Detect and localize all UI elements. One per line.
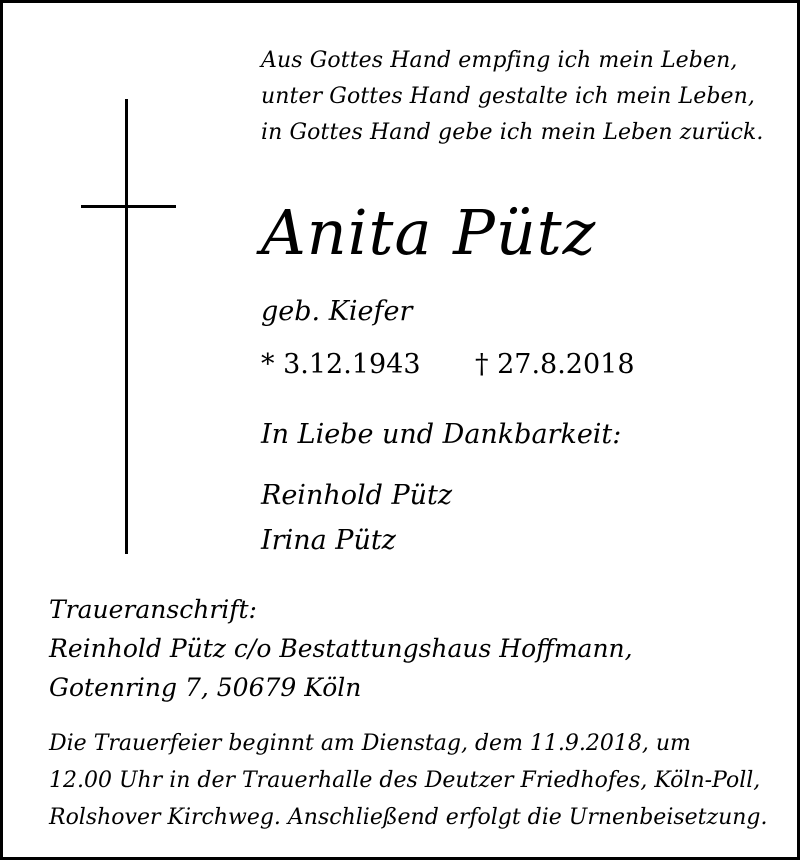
ceremony-line: Rolshover Kirchweg. Anschließend erfolgt die Urnenbeisetzung. — [49, 805, 768, 830]
ceremony-line: 12.00 Uhr in der Trauerhalle des Deutzer Friedhofes, Köln-Poll, — [49, 768, 761, 793]
cross-horizontal-bar — [81, 205, 176, 208]
birth-name: geb. Kiefer — [261, 296, 413, 327]
address-heading: Traueranschrift: — [49, 595, 257, 624]
motto-line: unter Gottes Hand gestalte ich mein Leben, — [261, 84, 755, 109]
motto-line: in Gottes Hand gebe ich mein Leben zurück. — [261, 120, 764, 145]
mourner-name: Reinhold Pütz — [261, 480, 453, 511]
cross-vertical-bar — [125, 99, 128, 554]
dedication-text: In Liebe und Dankbarkeit: — [261, 419, 622, 450]
ceremony-line: Die Trauerfeier beginnt am Dienstag, dem 11.9.2018, um — [49, 731, 691, 756]
motto-verse — [261, 43, 781, 151]
address-line: Reinhold Pütz c/o Bestattungshaus Hoffmann, — [49, 634, 633, 663]
mourning-address — [49, 590, 633, 707]
mourners-list — [261, 473, 452, 563]
deceased-name: Anita Pütz — [261, 196, 597, 269]
birth-date: * 3.12.1943 — [261, 349, 421, 380]
ceremony-info — [49, 725, 768, 836]
motto-line: Aus Gottes Hand empfing ich mein Leben, — [261, 48, 738, 73]
mourner-name: Irina Pütz — [261, 525, 396, 556]
death-date: † 27.8.2018 — [475, 349, 635, 380]
address-line: Gotenring 7, 50679 Köln — [49, 673, 362, 702]
